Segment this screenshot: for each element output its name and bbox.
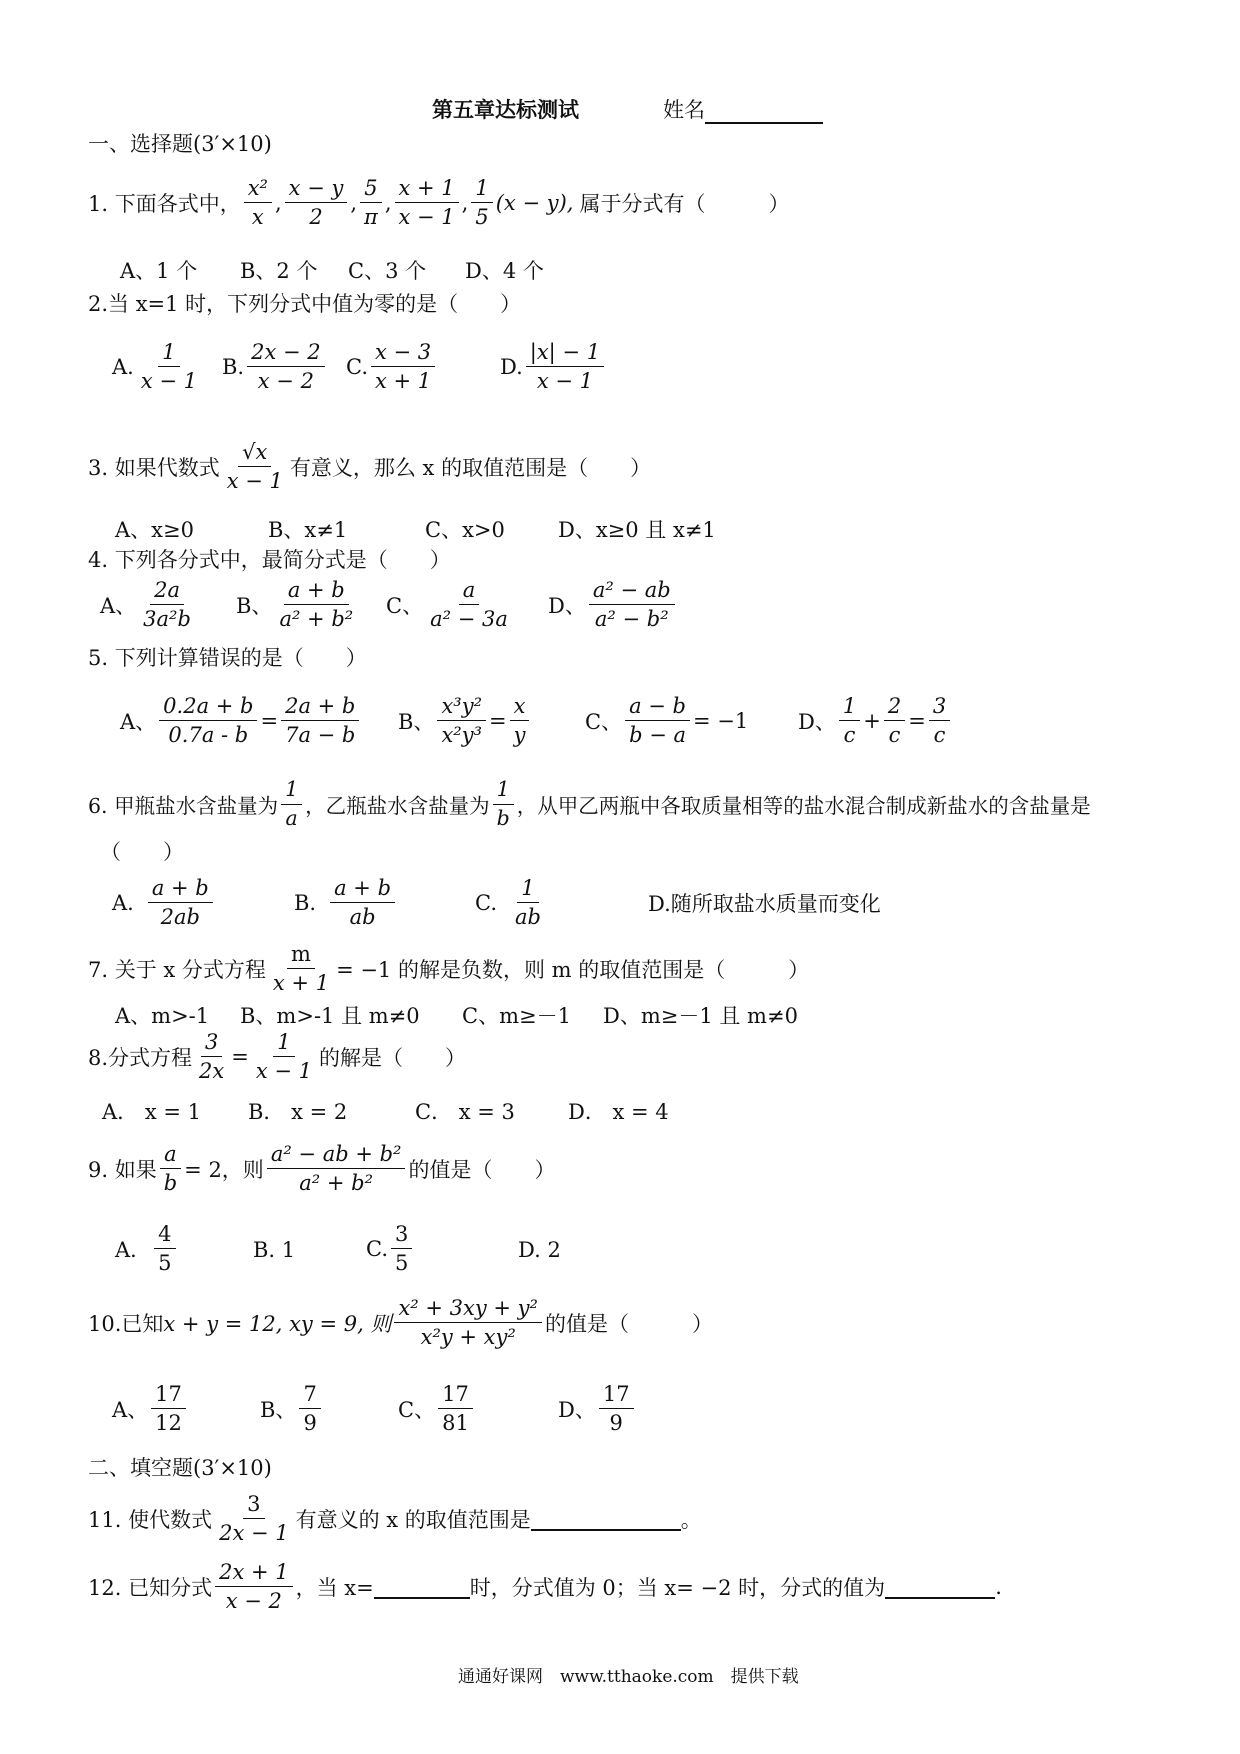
q2-option-a[interactable]: A. 1 x − 1 [112, 340, 204, 393]
footer: 通通好课网 www.tthaoke.com 提供下载 [458, 1667, 799, 1687]
q7-option-c[interactable]: C、m≥－1 [462, 1004, 571, 1028]
fraction: 17 12 [151, 1382, 186, 1435]
q9-option-a[interactable]: A． 4 5 [115, 1222, 179, 1275]
question-2: 2.当 x=1 时，下列分式中值为零的是（ ） [88, 292, 522, 316]
fraction: $\frac{3}{2x}$ [199, 1030, 225, 1084]
q5-option-a[interactable]: A、 0.2a + b 0.7a - b = 2a + b 7a − b [120, 694, 362, 747]
q1-option-b[interactable]: B、2 个 [240, 259, 318, 283]
answer-blank-11[interactable] [531, 1507, 681, 1531]
q3-option-a[interactable]: A、x≥0 [115, 518, 194, 542]
q5-option-b[interactable]: B、 x³y² x²y³ = x y [398, 694, 532, 747]
question-10: 10.已知 x + y = 12, xy = 9, 则 x² + 3xy + y² x²y + xy² 的值是（ ） [88, 1296, 713, 1350]
fraction: x + 1 x − 1 [395, 176, 459, 229]
q5-option-c[interactable]: C、 $\frac{a - b}{b - a}$ = −1 [585, 694, 749, 748]
fraction: 5 π [360, 176, 382, 229]
fraction: x² + 3xy + y² x²y + xy² [394, 1296, 542, 1349]
q8-option-b[interactable]: B． x = 2 [248, 1100, 348, 1124]
q4-option-c[interactable]: C、 a a² − 3a [386, 578, 515, 631]
q4-option-b[interactable]: B、 a + b a² + b² [236, 578, 360, 631]
fraction: 1 a [281, 778, 302, 830]
fraction: 7 9 [299, 1382, 320, 1435]
q3-option-b[interactable]: B、x≠1 [268, 518, 348, 542]
question-4: 4. 下列各分式中，最简分式是（ ） [88, 548, 451, 572]
q6-option-d[interactable]: D.随所取盐水质量而变化 [648, 892, 881, 916]
question-11: 11. 使代数式 3 2x − 1 有意义的 x 的取值范围是 。 [88, 1492, 702, 1546]
name-blank[interactable] [705, 100, 823, 124]
q2-option-b[interactable]: B. 2x − 2 x − 2 [222, 340, 328, 393]
fraction: √x x − 1 [226, 440, 283, 494]
fraction: x − y 2 [285, 176, 348, 229]
question-9: 9. 如果 $\frac{a}{b}$ = 2，则 a² − ab + b² a² + b² 的值是（ ） [88, 1142, 556, 1196]
fraction: 3 2x − 1 [219, 1492, 289, 1546]
fraction: 1 5 [471, 176, 492, 229]
q10-option-c[interactable]: C、 17 81 [398, 1382, 476, 1435]
q10-option-d[interactable]: D、 17 9 [558, 1382, 637, 1435]
q7-option-a[interactable]: A、m>-1 [115, 1004, 210, 1028]
fraction: 2 c [884, 694, 905, 747]
fraction: 4 5 [154, 1222, 175, 1275]
q9-option-c[interactable]: C. 3 5 [366, 1222, 415, 1275]
q1-option-d[interactable]: D、4 个 [465, 259, 544, 283]
q10-option-b[interactable]: B、 7 9 [260, 1382, 324, 1435]
q1-option-c[interactable]: C、3 个 [348, 259, 427, 283]
fraction: $\frac{1}{x - 1}$ [255, 1030, 313, 1084]
q6-option-c[interactable]: C. 1 ab [475, 876, 548, 929]
fraction: 3 5 [391, 1222, 412, 1275]
fraction: 0.2a + b 0.7a - b [159, 694, 257, 747]
fraction: 3 c [929, 694, 950, 747]
fraction: 2a 3a²b [143, 578, 191, 632]
question-7: 7. 关于 x 分式方程 $\frac{m}{x + 1}$ = −1 的解是负数，则 m 的取值范围是（ ） [88, 942, 810, 996]
fraction: 1 c [839, 694, 860, 747]
fraction: a + b 2ab [148, 876, 213, 929]
fraction: 2a + b 7a − b [281, 694, 359, 747]
question-8: 8.分式方程 $\frac{3}{2x}$ = $\frac{1}{x - 1}$ 的解是（ ） [88, 1030, 467, 1084]
q1-option-a[interactable]: A、1 个 [120, 259, 198, 283]
name-label: 姓名 [663, 94, 823, 124]
q9-option-b[interactable]: B. 1 [253, 1238, 296, 1262]
q2-option-d[interactable]: D. |x| − 1 x − 1 [500, 340, 607, 393]
q6-paren: （ ） [100, 840, 184, 864]
q10-option-a[interactable]: A、 17 12 [112, 1382, 189, 1435]
fraction: $\frac{m}{x + 1}$ [272, 942, 330, 996]
fraction: |x| − 1 x − 1 [526, 340, 604, 393]
q3-option-d[interactable]: D、x≥0 且 x≠1 [558, 518, 716, 542]
fraction: x y [510, 694, 530, 747]
question-12: 12. 已知分式 2x + 1 x − 2 ，当 x= 时，分式值为 0；当 x= −2 时，分式的值为 . [88, 1560, 1002, 1614]
fraction: $\frac{a - b}{b - a}$ [625, 694, 690, 747]
question-1: 1. 下面各式中， x² x , x − y 2 , 5 π , x + 1 x − 1 , 1 5 (x − y), 属于分式有（ ） [88, 176, 790, 230]
q7-option-d[interactable]: D、m≥－1 且 m≠0 [603, 1004, 798, 1028]
fraction: 1 x − 1 [140, 340, 197, 394]
q3-option-c[interactable]: C、x>0 [425, 518, 505, 542]
fraction: 1 ab [515, 876, 541, 930]
question-5: 5. 下列计算错误的是（ ） [88, 646, 367, 670]
fraction: x² x [244, 176, 272, 229]
fraction: $\frac{a}{b}$ [160, 1142, 181, 1195]
question-3: 3. 如果代数式 √x x − 1 有意义，那么 x 的取值范围是（ ） [88, 440, 652, 494]
fraction: 2x + 1 x − 2 [215, 1560, 293, 1613]
fraction: a + b a² + b² [279, 578, 354, 632]
q5-option-d[interactable]: D、 1 c + 2 c = 3 c [798, 694, 953, 747]
question-6: 6. 甲瓶盐水含盐量为 1 a ，乙瓶盐水含盐量为 1 b ，从甲乙两瓶中各取质量相等的盐水混合制成新盐水的含盐量是 [88, 777, 1091, 830]
fraction: 1 b [493, 778, 514, 830]
q2-option-c[interactable]: C. x − 3 x + 1 [346, 340, 438, 393]
answer-blank-12a[interactable] [374, 1575, 470, 1599]
answer-blank-12b[interactable] [885, 1575, 995, 1599]
q6-option-b[interactable]: B. a + b ab [294, 876, 398, 929]
fraction: x³y² x²y³ [437, 694, 486, 747]
fraction: 17 81 [438, 1382, 473, 1435]
fraction: 2x − 2 x − 2 [247, 340, 325, 393]
fraction: 17 9 [599, 1382, 634, 1435]
q8-option-c[interactable]: C． x = 3 [415, 1100, 515, 1124]
q8-option-d[interactable]: D． x = 4 [568, 1100, 669, 1124]
q4-option-a[interactable]: A、 2a 3a²b [100, 578, 198, 631]
fraction: a² − ab a² − b² [589, 578, 675, 631]
q6-option-a[interactable]: A. a + b 2ab [112, 876, 216, 929]
q4-option-d[interactable]: D、 a² − ab a² − b² [548, 578, 678, 631]
section2-title: 二、填空题(3′×10) [88, 1456, 272, 1480]
fraction: x − 3 x + 1 [371, 340, 435, 393]
q9-option-d[interactable]: D. 2 [518, 1238, 561, 1262]
fraction: a² − ab + b² a² + b² [267, 1142, 406, 1195]
section1-title: 一、选择题(3′×10) [88, 132, 272, 156]
q8-option-a[interactable]: A． x = 1 [102, 1100, 201, 1124]
page-title: 第五章达标测试 [432, 97, 579, 122]
fraction: a + b ab [330, 876, 395, 929]
fraction: a a² − 3a [430, 578, 508, 632]
q7-option-b[interactable]: B、m>-1 且 m≠0 [240, 1004, 420, 1028]
